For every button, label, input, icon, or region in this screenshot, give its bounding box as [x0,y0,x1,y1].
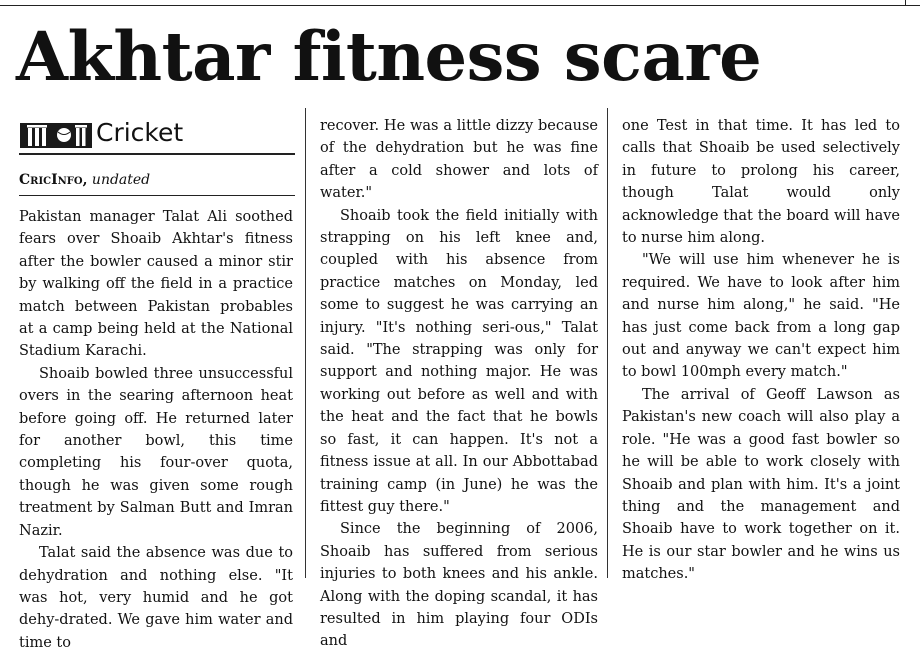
article-column-3 [622,115,900,586]
byline-date: undated [91,172,151,188]
paragraph: one Test in that time. It has led to calls that Shoaib be used selectively in future to prolong his career, though Talat would only acknowledge that the board will have to nurse him along. [622,118,900,247]
byline [19,170,150,190]
headline: Akhtar fitness scare [16,17,762,96]
byline-source: CricInfo, [19,172,88,188]
paragraph: Shoaib took the field initially with strapping on his left knee and, coupled with his absence from practice matches on Monday, led some to suggest he was carrying an injury. "It's nothing seri-ous," Talat said. "The strapping was only for support and nothing major. He was working out before as well and with the heat and the fact that he bowls so fast, it can happen. It's not a fitness issue at all. In our Abbottabad training camp (in June) he was the fittest guy there." [320,207,598,515]
paragraph: The arrival of Geoff Lawson as Pakistan's new coach will also play a role. "He was a good fast bowler so he will be able to work closely with Shoaib and plan with him. It's a joint thing and the management and Shoaib have to work together on it. He is our star bowler and he wins us matches." [622,386,900,583]
paragraph: Talat said the absence was due to dehydration and nothing else. "It was hot, very humid and he got dehy-drated. We gave him water and time to [19,545,293,651]
cricket-stumps-and-ball-icon [20,119,92,149]
paragraph: Since the beginning of 2006, Shoaib has suffered from serious injuries to both knees and his ankle. Along with the doping scandal, it has resulted in him playing four ODIs and [320,521,598,650]
paragraph: Shoaib bowled three unsuccessful overs in the searing afternoon heat before going off. He returned later for another bowl, this time completing his four-over quota, though he was given some rough treatment by Salman Butt and Imran Nazir. [19,365,293,539]
byline-rule [19,195,295,196]
paragraph: Pakistan manager Talat Ali soothed fears over Shoaib Akhtar's fitness after the bowler caused a minor stir by walking off the field in a practice match between Pakistan probables at a camp being held at the National Stadium Karachi. [19,209,293,360]
section-rule [19,153,295,155]
article-column-2 [320,115,598,653]
top-rule [0,5,920,6]
section-label: Cricket [96,118,184,147]
article-column-1 [19,206,293,654]
paragraph: recover. He was a little dizzy because of the dehydration but he was fine after a cold shower and lots of water." [320,118,598,202]
column-divider [607,108,608,578]
column-divider [305,108,306,578]
top-rule-tick [905,0,906,6]
paragraph: "We will use him whenever he is required. We have to look after him and nurse him along," he said. "He has just come back from a long gap out and anyway we can't expect him to bowl 100mph every match." [622,252,900,381]
